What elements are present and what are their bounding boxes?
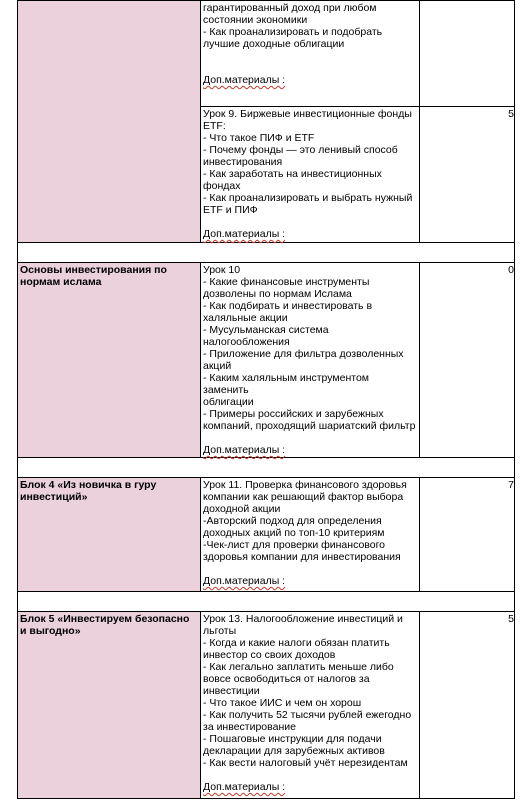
materials-link[interactable]: Доп.материалы : xyxy=(203,444,286,456)
lesson-lines xyxy=(203,2,417,50)
spacer-row xyxy=(18,458,515,478)
lesson-line: здоровья компании для инвестирования xyxy=(203,551,401,563)
lesson-cell xyxy=(201,478,420,592)
lesson-line: инвестирования xyxy=(203,156,283,168)
lesson-lines xyxy=(203,613,417,769)
lesson-line: Урок 13. Налогообложение инвестиций и xyxy=(203,613,403,625)
lesson-line: Урок 10 xyxy=(203,264,241,276)
table-row xyxy=(18,1,515,107)
lesson-line: компании как решающий фактор выбора xyxy=(203,491,404,503)
lesson-line: - Каким халяльным инструментом заменить xyxy=(203,372,372,396)
lesson-line: декларации для зарубежных активов xyxy=(203,745,385,757)
lesson-line: вовсе освободиться от налогов за xyxy=(203,673,370,685)
lesson-line: - Какие финансовые инструменты xyxy=(203,276,370,288)
lesson-cell xyxy=(201,1,420,107)
lesson-line: - Как вести налоговый учёт нерезидентам xyxy=(203,757,408,769)
lesson-line: халяльные акции xyxy=(203,312,288,324)
hours-cell: 5 xyxy=(420,612,515,799)
hours-cell: 7 xyxy=(420,478,515,592)
lesson-line: -Чек-лист для проверки финансового xyxy=(203,539,386,551)
lesson-line: ETF: xyxy=(203,120,226,132)
lesson-line: - Как легально заплатить меньше либо xyxy=(203,661,394,673)
lesson-line: акций xyxy=(203,360,232,372)
lesson-cell xyxy=(201,263,420,458)
curriculum-table xyxy=(17,0,515,799)
hours-cell: 0 xyxy=(420,263,515,458)
lesson-line: инвестиции xyxy=(203,685,260,697)
lesson-line: компаний, проходящий шариатский фильтр xyxy=(203,420,416,432)
lesson-lines xyxy=(203,479,417,563)
block-cell: Блок 4 «Из новичка в гуру инвестиций» xyxy=(18,478,201,592)
lesson-line: льготы xyxy=(203,625,237,637)
lesson-line: облигации xyxy=(203,396,254,408)
materials-link[interactable]: Доп.материалы : xyxy=(203,781,286,793)
lesson-line: - Что такое ИИС и чем он хорош xyxy=(203,697,362,709)
lesson-line: ETF и ПИФ xyxy=(203,204,258,216)
lesson-line: - Что такое ПИФ и ETF xyxy=(203,132,315,144)
lesson-line: - Пошаговые инструкции для подачи xyxy=(203,733,382,745)
lesson-line: - Приложение для фильтра дозволенных xyxy=(203,348,404,360)
lesson-line: доходной акции xyxy=(203,503,281,515)
materials-link[interactable]: Доп.материалы : xyxy=(203,575,286,587)
lesson-lines xyxy=(203,264,417,432)
lesson-cell xyxy=(201,107,420,243)
lesson-line: дозволены по нормам Ислама xyxy=(203,288,352,300)
lesson-line: - Почему фонды — это ленивый способ xyxy=(203,144,398,156)
materials-link[interactable]: Доп.материалы : xyxy=(203,74,286,86)
lesson-line: - Как подбирать и инвестировать в xyxy=(203,300,373,312)
lesson-lines xyxy=(203,108,417,216)
lesson-line: - Мусульманская система налогообложения xyxy=(203,324,332,348)
lesson-line: состоянии экономики xyxy=(203,14,308,26)
block-cell: Основы инвестирования по нормам ислама xyxy=(18,263,201,458)
block-cell xyxy=(18,1,201,243)
lesson-line: лучшие доходные облигации xyxy=(203,38,345,50)
spacer-row xyxy=(18,592,515,612)
lesson-line: гарантированный доход при любом xyxy=(203,2,377,14)
lesson-line: Урок 9. Биржевые инвестиционные фонды xyxy=(203,108,412,120)
lesson-line: - Как проанализировать и подобрать xyxy=(203,26,383,38)
lesson-line: - Как получить 52 тысячи рублей ежегодно xyxy=(203,709,412,721)
table-row xyxy=(18,263,515,458)
lesson-line: фондах xyxy=(203,180,241,192)
lesson-line: инвестор со своих доходов xyxy=(203,649,336,661)
table-row xyxy=(18,478,515,592)
spacer-row xyxy=(18,243,515,263)
lesson-line: - Как проанализировать и выбрать нужный xyxy=(203,192,413,204)
materials-link[interactable]: Доп.материалы : xyxy=(203,228,286,240)
hours-cell xyxy=(420,1,515,107)
lesson-line: -Авторский подход для определения xyxy=(203,515,382,527)
block-cell: Блок 5 «Инвестируем безопасно и выгодно» xyxy=(18,612,201,799)
lesson-line: Урок 11. Проверка финансового здоровья xyxy=(203,479,407,491)
lesson-cell xyxy=(201,612,420,799)
lesson-line: - Примеры российских и зарубежных xyxy=(203,408,384,420)
lesson-line: - Когда и какие налоги обязан платить xyxy=(203,637,390,649)
table-row xyxy=(18,612,515,799)
lesson-line: доходных акций по топ-10 критериям xyxy=(203,527,385,539)
lesson-line: за инвестирование xyxy=(203,721,296,733)
lesson-line: - Как заработать на инвестиционных xyxy=(203,168,382,180)
hours-cell: 5 xyxy=(420,107,515,243)
